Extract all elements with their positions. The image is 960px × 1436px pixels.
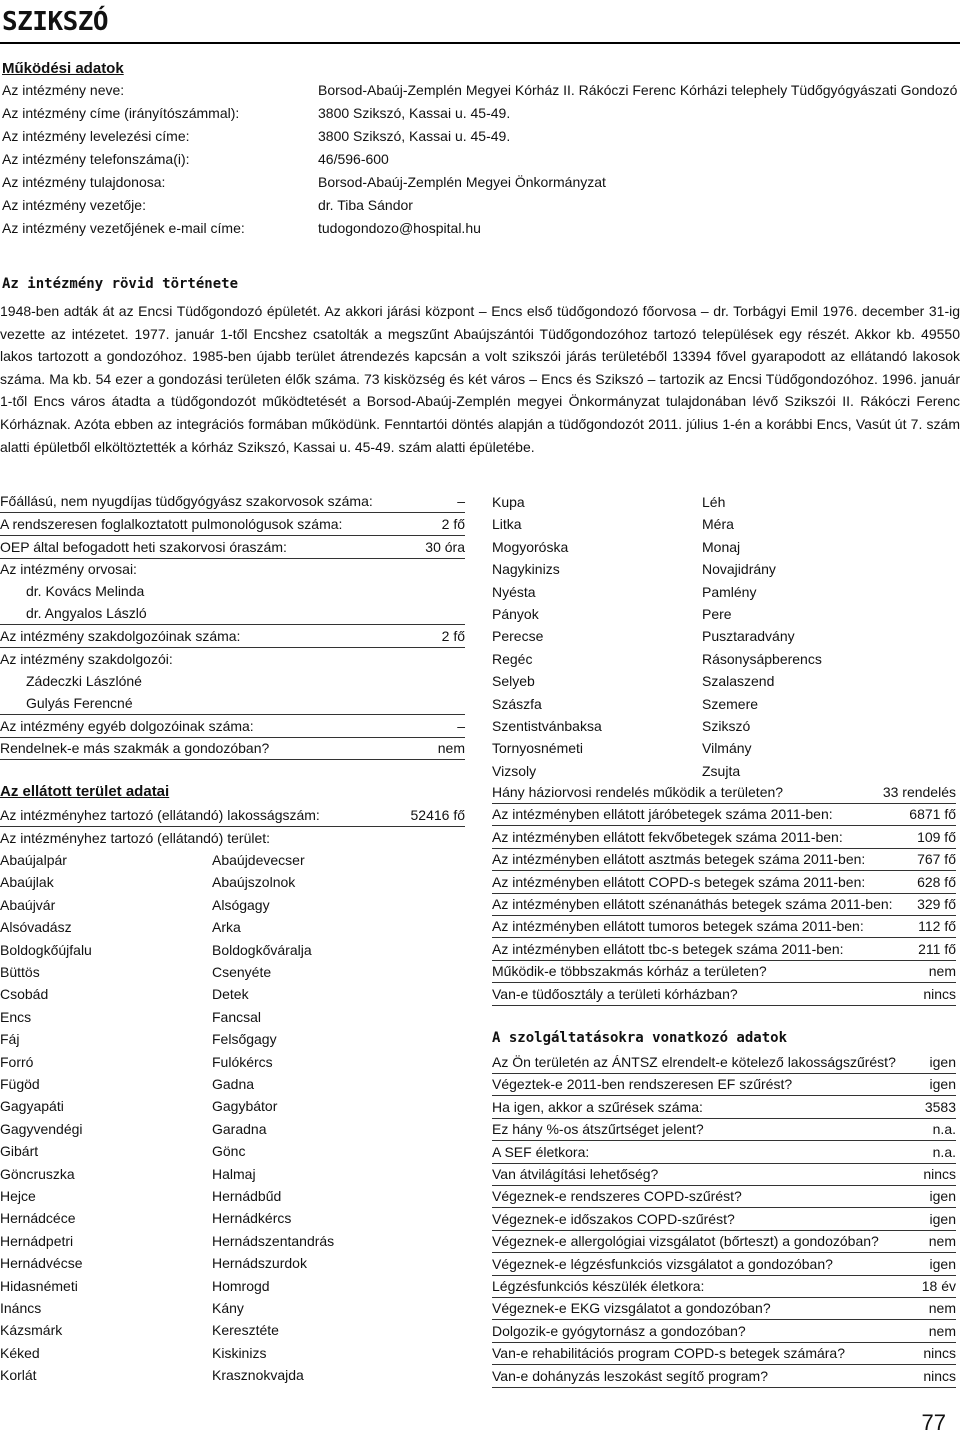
town-name: Kiskinizs [212, 1344, 267, 1361]
population-label: Az intézményhez tartozó (ellátandó) lakosságszám: [0, 807, 320, 823]
town-row [0, 894, 465, 916]
stat-row [492, 983, 956, 1006]
town-name: Kány [212, 1300, 244, 1316]
right-column [492, 0, 956, 1436]
service-row [492, 1253, 956, 1276]
stat-label: Az intézményben ellátott járóbetegek száma 2011-ben: [492, 806, 833, 823]
service-value: igen [929, 1255, 956, 1272]
town-row [492, 536, 956, 558]
town-row [0, 1051, 465, 1073]
service-value: igen [929, 1210, 956, 1227]
service-label: Végeznek-e légzésfunkciós vizsgálatot a gondozóban? [492, 1255, 833, 1272]
oep-row [0, 536, 465, 559]
town-row [0, 1185, 465, 1207]
town-name: Ináncs [0, 1300, 42, 1316]
town-row [492, 737, 956, 759]
service-value: 3583 [924, 1098, 956, 1115]
page-title: SZIKSZÓ [0, 0, 960, 44]
doctor-name: dr. Kovács Melinda [26, 583, 145, 599]
town-name: Garadna [212, 1120, 267, 1137]
town-name: Boldogkőújfalu [0, 941, 92, 958]
town-name: Pere [702, 606, 732, 622]
history-text: 1948-ben adták át az Encsi Tüdőgondozó épületét. Az akkori járási központ – Encs első tüdőgondozó főorvosa – dr. Torbágyi Emil 1976. december 31-ig vezette az intézetet. 1977. január 1-től Encshez csatolták a megszűnt Abaújszántói Tüdőgondozóhoz tartozó települések egy részét. Akkor kb. 49550 lakos tartozott a gondozóhoz. 1985-ben újabb terület átrendezés kapcsán a volt szikszói járás területéből 13394 fővel gyarapodott az ellátandó lakosok száma. Ma kb. 54 ezer a gondozási területen élők száma. 73 kisközség és két város – Encs és Szikszó – tartozik az Encsi Tüdőgondozóhoz. 1996. január 1-től Encs város átadta a tüdőgondozót működtetését a Borsod-Abaúj-Zemplén megyei Önkormányzat tulajdonában lévő Szikszói II. Rákóczi Ferenc Kórháznak. Azóta ebben az integrációs formában működünk. Fenntartói döntés alapján a tüdőgondozót 2011. július 1-én a korábbi Encs, Vasút út 7. szám alatti épületből elköltöztették a kórház Szikszó, Kassai u. 45-49. szám alatti épületébe. [0, 303, 960, 455]
town-row [0, 916, 465, 938]
operating-value: 46/596-600 [318, 151, 389, 167]
service-label: Végeztek-e 2011-ben rendszeresen EF szűrést? [492, 1076, 793, 1093]
stat-value: 33 rendelés [882, 784, 956, 800]
operating-label: Az intézmény levelezési címe: [2, 128, 190, 144]
service-row [492, 1275, 956, 1298]
nurse-count-row [0, 625, 465, 648]
nurse-name: Zádeczki Lászlóné [26, 673, 142, 689]
town-name: Csobád [0, 986, 49, 1003]
town-name: Kéked [0, 1344, 40, 1361]
town-name: Kupa [492, 494, 525, 510]
fulltime-label: Főállású, nem nyugdíjas tüdőgyógyász szakorvosok száma: [0, 493, 373, 509]
town-name: Fügöd [0, 1076, 40, 1092]
service-row [492, 1163, 956, 1186]
town-name: Mogyoróska [492, 538, 569, 555]
doctor-row [0, 602, 465, 625]
town-row [0, 1275, 465, 1297]
town-name: Fulókércs [212, 1053, 273, 1070]
town-row [492, 760, 956, 782]
town-name: Szikszó [702, 718, 751, 734]
operating-heading: Működési adatok [2, 60, 124, 77]
stat-value: nem [928, 963, 956, 980]
town-name: Szalaszend [702, 673, 775, 690]
service-value: igen [929, 1188, 956, 1205]
service-value: nincs [923, 1166, 956, 1182]
service-label: Van-e rehabilitációs program COPD-s betegek számára? [492, 1345, 846, 1362]
town-name: Tornyosnémeti [492, 740, 584, 757]
operating-value: Borsod-Abaúj-Zemplén Megyei Kórház II. Rákóczi Ferenc Kórházi telephely Tüdőgyógyászati Gondozó [318, 82, 958, 98]
service-row [492, 1208, 956, 1231]
town-name: Szentistvánbaksa [492, 718, 602, 734]
town-row [492, 491, 956, 513]
town-name: Kázsmárk [0, 1322, 63, 1339]
service-label: Ha igen, akkor a szűrések száma: [492, 1098, 703, 1115]
town-name: Abaújvár [0, 896, 56, 913]
stat-value: 6871 fő [909, 806, 956, 823]
nurse-count-value: 2 fő [441, 628, 465, 644]
town-name: Hernádszentandrás [212, 1232, 335, 1249]
doctors-label: Az intézmény orvosai: [0, 561, 137, 577]
service-label: Légzésfunkciós készülék életkora: [492, 1278, 705, 1294]
town-row [0, 1073, 465, 1095]
town-name: Felsőgagy [212, 1031, 277, 1048]
stat-label: Hány háziorvosi rendelés működik a területen? [492, 784, 784, 800]
stat-value: 329 fő [917, 896, 956, 912]
town-name: Novajidrány [702, 561, 776, 578]
town-name: Nyésta [492, 583, 536, 600]
town-name: Zsujta [702, 762, 741, 779]
town-name: Alsógagy [212, 896, 270, 913]
town-row [0, 1342, 465, 1364]
town-name: Regéc [492, 650, 533, 667]
stat-label: Az intézményben ellátott tbc-s betegek száma 2011-ben: [492, 940, 844, 957]
town-name: Szászfa [492, 695, 542, 712]
town-row [0, 939, 465, 961]
town-row [0, 983, 465, 1005]
stat-row [492, 826, 956, 849]
town-name: Abaújszolnok [212, 874, 296, 891]
stat-label: Az intézményben ellátott tumoros betegek száma 2011-ben: [492, 918, 864, 935]
town-name: Fáj [0, 1031, 20, 1048]
operating-label: Az intézmény vezetőjének e-mail címe: [2, 220, 245, 236]
town-name: Detek [212, 986, 249, 1003]
stat-row [492, 803, 956, 826]
town-name: Hernádpetri [0, 1232, 74, 1249]
service-row [492, 1118, 956, 1141]
service-label: Van átvilágítási lehetőség? [492, 1166, 659, 1182]
nurse-name: Gulyás Ferencné [26, 695, 133, 711]
stat-label: Az intézményben ellátott fekvőbetegek száma 2011-ben: [492, 828, 843, 845]
town-row [0, 1230, 465, 1252]
town-row [0, 849, 465, 871]
service-row [492, 1230, 956, 1253]
service-row [492, 1051, 956, 1074]
town-row [0, 1095, 465, 1117]
town-name: Monaj [702, 538, 741, 555]
town-name: Hernádbűd [212, 1188, 282, 1204]
town-name: Forró [0, 1053, 34, 1070]
other-spec-value: nem [437, 740, 465, 756]
town-name: Hernádkércs [212, 1210, 292, 1227]
town-name: Homrogd [212, 1277, 270, 1294]
fulltime-row [0, 490, 465, 513]
service-label: Végeznek-e EKG vizsgálatot a gondozóban? [492, 1300, 771, 1317]
other-spec-row [0, 737, 465, 760]
town-name: Szemere [702, 695, 759, 712]
town-row [492, 693, 956, 715]
town-name: Boldogkőváralja [212, 941, 312, 958]
nurse-row [0, 692, 465, 715]
page-number: 77 [921, 1410, 946, 1435]
town-name: Hernádcéce [0, 1210, 76, 1227]
service-row [492, 1073, 956, 1096]
town-name: Méra [702, 516, 734, 533]
town-name: Göncruszka [0, 1165, 75, 1182]
service-value: 18 év [921, 1278, 956, 1294]
stat-row [492, 781, 956, 804]
town-name: Hernádszurdok [212, 1255, 307, 1272]
operating-label: Az intézmény tulajdonosa: [2, 174, 166, 190]
operating-value: 3800 Szikszó, Kassai u. 45-49. [318, 128, 511, 144]
town-row [0, 1297, 465, 1319]
service-value: igen [929, 1076, 956, 1093]
town-name: Abaújlak [0, 874, 54, 891]
town-name: Büttös [0, 964, 40, 980]
town-row [492, 581, 956, 603]
stat-row [492, 960, 956, 983]
fulltime-value: – [457, 493, 465, 509]
oep-value: 30 óra [425, 539, 465, 555]
service-row [492, 1320, 956, 1343]
stat-label: Az intézményben ellátott COPD-s betegek száma 2011-ben: [492, 873, 866, 890]
history-heading: Az intézmény rövid története [2, 276, 239, 292]
town-row [0, 1028, 465, 1050]
service-row [492, 1342, 956, 1365]
town-name: Litka [492, 516, 522, 533]
town-name: Fancsal [212, 1008, 262, 1025]
town-name: Gagyapáti [0, 1098, 64, 1115]
service-label: Dolgozik-e gyógytornász a gondozóban? [492, 1322, 746, 1339]
left-column [0, 0, 465, 1436]
service-value: igen [929, 1054, 956, 1070]
town-name: Hernádvécse [0, 1255, 83, 1272]
town-row [0, 1163, 465, 1185]
operating-label: Az intézmény telefonszáma(i): [2, 151, 190, 167]
other-staff-row [0, 715, 465, 738]
stat-row [492, 915, 956, 938]
stat-label: Működik-e többszakmás kórház a területen? [492, 963, 767, 980]
service-label: A SEF életkora: [492, 1143, 590, 1160]
service-value: nem [928, 1233, 956, 1250]
town-name: Vizsoly [492, 762, 537, 779]
service-label: Az Ön területén az ÁNTSZ elrendelt-e kötelező lakosságszűrést? [492, 1054, 896, 1070]
town-name: Arka [212, 919, 241, 936]
service-value: nem [928, 1300, 956, 1317]
town-name: Pányok [492, 606, 539, 622]
town-name: Pamlény [702, 583, 757, 600]
pulm-label: A rendszeresen foglalkoztatott pulmonológusok száma: [0, 516, 343, 532]
service-row [492, 1297, 956, 1320]
operating-value: tudogondozo@hospital.hu [318, 220, 481, 236]
population-row [0, 804, 465, 827]
town-name: Krasznokvajda [212, 1367, 304, 1384]
service-value: nem [928, 1322, 956, 1339]
town-name: Selyeb [492, 673, 535, 690]
town-name: Csenyéte [212, 964, 272, 980]
town-name: Nagykinizs [492, 561, 560, 578]
town-name: Keresztéte [212, 1322, 279, 1339]
area-label: Az intézményhez tartozó (ellátandó) terület: [0, 830, 271, 846]
town-name: Alsóvadász [0, 919, 72, 936]
town-row [0, 1364, 465, 1386]
service-label: Végeznek-e időszakos COPD-szűrést? [492, 1210, 735, 1227]
town-row [492, 603, 956, 625]
nurse-count-label: Az intézmény szakdolgozóinak száma: [0, 628, 241, 644]
service-value: nincs [923, 1345, 956, 1362]
town-row [0, 1118, 465, 1140]
town-name: Rásonysápberencs [702, 650, 822, 667]
town-row [492, 670, 956, 692]
stat-row [492, 871, 956, 894]
town-name: Gibárt [0, 1143, 39, 1160]
other-spec-label: Rendelnek-e más szakmák a gondozóban? [0, 740, 270, 756]
service-label: Végeznek-e rendszeres COPD-szűrést? [492, 1188, 742, 1205]
service-label: Végeznek-e allergológiai vizsgálatot (bőrteszt) a gondozóban? [492, 1233, 879, 1250]
operating-label: Az intézmény neve: [2, 82, 125, 98]
town-row [492, 625, 956, 647]
town-row [0, 871, 465, 893]
stat-value: nincs [923, 985, 956, 1002]
service-row [492, 1141, 956, 1164]
town-row [0, 1319, 465, 1341]
town-row [0, 1207, 465, 1229]
stat-label: Van-e tüdőosztály a területi kórházban? [492, 985, 738, 1002]
stat-label: Az intézményben ellátott szénanáthás betegek száma 2011-ben: [492, 896, 893, 912]
town-name: Encs [0, 1008, 32, 1025]
operating-value: Borsod-Abaúj-Zemplén Megyei Önkormányzat [318, 174, 606, 190]
town-row [0, 1006, 465, 1028]
town-name: Léh [702, 494, 726, 510]
operating-value: 3800 Szikszó, Kassai u. 45-49. [318, 105, 511, 121]
stat-value: 211 fő [918, 940, 956, 957]
service-label: Ez hány %-os átszűrtséget jelent? [492, 1121, 704, 1138]
town-name: Abaújdevecser [212, 852, 305, 868]
stat-row [492, 938, 956, 961]
stat-value: 767 fő [917, 851, 956, 868]
stat-label: Az intézményben ellátott asztmás betegek száma 2011-ben: [492, 851, 866, 868]
town-name: Vilmány [702, 740, 752, 757]
service-label: Van-e dohányzás leszokást segítő program? [492, 1367, 769, 1384]
operating-label: Az intézmény vezetője: [2, 197, 146, 213]
town-row [0, 1140, 465, 1162]
doctor-name: dr. Angyalos László [26, 605, 147, 621]
town-name: Gagyvendégi [0, 1120, 83, 1137]
town-row [492, 513, 956, 535]
pulm-row [0, 513, 465, 536]
town-name: Hidasnémeti [0, 1277, 78, 1294]
town-row [492, 648, 956, 670]
stat-row [492, 893, 956, 916]
population-value: 52416 fő [410, 807, 465, 823]
service-row [492, 1185, 956, 1208]
service-row [492, 1096, 956, 1119]
operating-value: dr. Tiba Sándor [318, 197, 413, 213]
town-name: Perecse [492, 628, 544, 645]
town-name: Gadna [212, 1076, 255, 1092]
other-staff-label: Az intézmény egyéb dolgozóinak száma: [0, 718, 254, 734]
town-name: Hejce [0, 1188, 36, 1204]
pulm-value: 2 fő [441, 516, 465, 532]
services-heading: A szolgáltatásokra vonatkozó adatok [492, 1030, 788, 1046]
stat-value: 628 fő [917, 873, 956, 890]
stat-value: 109 fő [917, 828, 956, 845]
town-name: Korlát [0, 1367, 37, 1384]
service-value: n.a. [932, 1143, 956, 1160]
town-name: Halmaj [212, 1165, 256, 1182]
service-value: nincs [923, 1367, 956, 1384]
town-row [0, 1252, 465, 1274]
stat-row [492, 848, 956, 871]
other-staff-value: – [457, 718, 465, 734]
town-name: Pusztaradvány [702, 628, 795, 645]
town-row [492, 715, 956, 737]
nurses-label: Az intézmény szakdolgozói: [0, 651, 173, 667]
stat-value: 112 fő [918, 918, 956, 935]
service-row [492, 1365, 956, 1388]
service-value: n.a. [932, 1121, 956, 1138]
town-name: Gagybátor [212, 1098, 278, 1115]
oep-label: OEP által befogadott heti szakorvosi óraszám: [0, 539, 287, 555]
town-row [0, 961, 465, 983]
town-name: Abaújalpár [0, 852, 67, 868]
area-heading: Az ellátott terület adatai [0, 783, 170, 800]
town-row [492, 558, 956, 580]
operating-label: Az intézmény címe (irányítószámmal): [2, 105, 240, 121]
town-name: Gönc [212, 1143, 246, 1160]
